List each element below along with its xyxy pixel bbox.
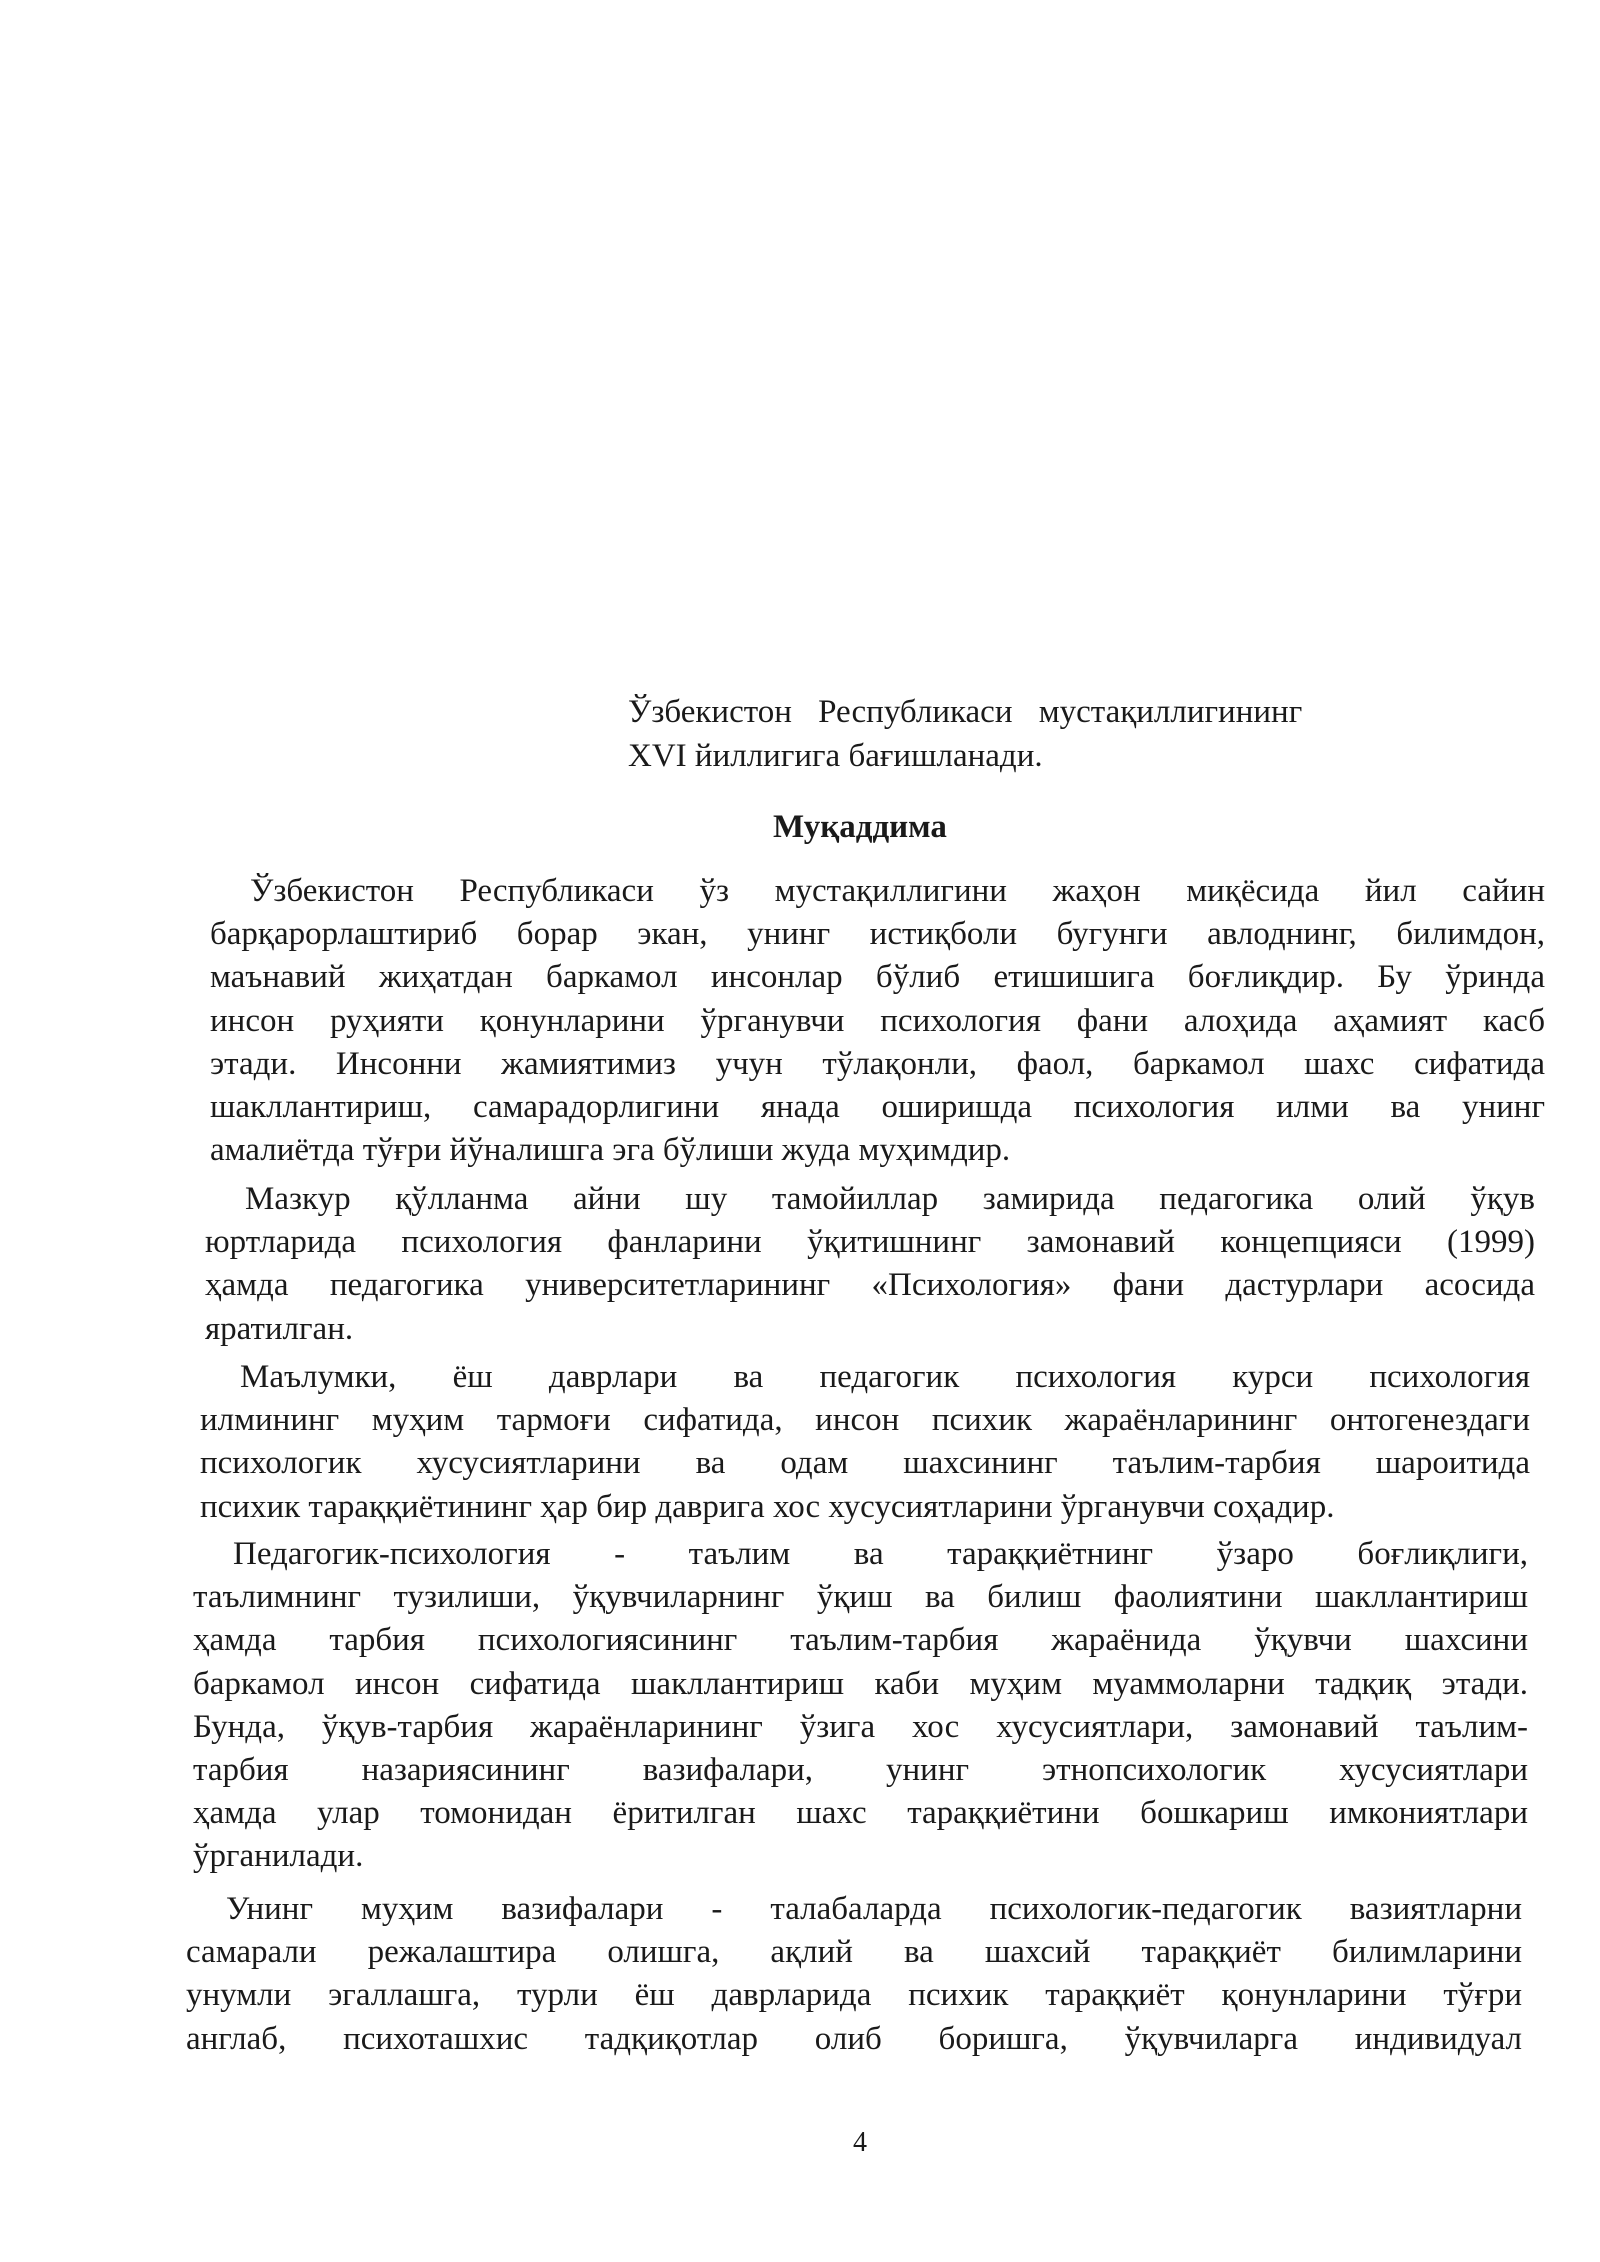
text-line: Бунда, ўқув-тарбия жараёнларининг ўзига хос хусусиятлари, замонавий таълим- <box>193 1708 1528 1745</box>
text-line: ҳамда педагогика университетларининг «Психология» фани дастурлари асосида <box>205 1267 1535 1304</box>
text-line: баркамол инсон сифатида шакллантириш каби муҳим муаммоларни тадқиқ этади. <box>193 1665 1528 1702</box>
section-heading: Муқаддима <box>773 809 947 845</box>
text-line: инсон руҳияти қонунларини ўрганувчи психология фани алоҳида аҳамият касб <box>210 1002 1545 1039</box>
text-line: психологик хусусиятларини ва одам шахсининг таълим-тарбия шароитида <box>200 1445 1530 1482</box>
text-line: ўрганилади. <box>193 1838 364 1875</box>
text-line: илмининг муҳим тармоғи сифатида, инсон психик жараёнларининг онтогенездаги <box>200 1402 1530 1439</box>
text-line: амалиётда тўғри йўналишга эга бўлиши жуда муҳимдир. <box>210 1132 1011 1169</box>
text-line: ҳамда улар томонидан ёритилган шахс тараққиётини бошкариш имкониятлари <box>193 1795 1528 1832</box>
dedication-line: XVI йиллигига бағишланади. <box>628 738 1043 774</box>
text-line: Ўзбекистон Республикаси ўз мустақиллигини жаҳон миқёсида йил сайин <box>250 873 1545 909</box>
text-line: юртларида психология фанларини ўқитишнинг замонавий концепцияси (1999) <box>205 1224 1535 1261</box>
text-line: унумли эгаллашга, турли ёш даврларида психик тараққиёт қонунларини тўғри <box>186 1977 1522 2014</box>
dedication-line: Ўзбекистон Республикаси мустақиллигининг <box>628 694 1303 730</box>
text-line: маънавий жиҳатдан баркамол инсонлар бўлиб етишишига боғлиқдир. Бу ўринда <box>210 959 1545 996</box>
paragraph-3 <box>200 1356 1530 1529</box>
text-line: шакллантириш, самарадорлигини янада оширишда психология илми ва унинг <box>210 1088 1545 1125</box>
paragraph-2 <box>205 1178 1535 1351</box>
text-line: Мазкур қўлланма айни шу тамойиллар замирида педагогика олий ўқув <box>245 1181 1535 1217</box>
text-line: этади. Инсонни жамиятимиз учун тўлақонли, фаол, баркамол шахс сифатида <box>210 1045 1545 1082</box>
text-line: англаб, психоташхис тадқиқотлар олиб боришга, ўқувчиларга индивидуал <box>186 2020 1522 2057</box>
text-line: Педагогик-психология - таълим ва тараққиётнинг ўзаро боғлиқлиги, <box>233 1536 1528 1572</box>
text-line: психик тараққиётининг ҳар бир даврига хос хусусиятларини ўрганувчи соҳадир. <box>200 1488 1335 1525</box>
text-line: таълимнинг тузилиши, ўқувчиларнинг ўқиш ва билиш фаолиятини шакллантириш <box>193 1579 1528 1616</box>
dedication-epigraph <box>628 690 1408 778</box>
text-line: барқарорлаштириб борар экан, унинг истиқболи бугунги авлоднинг, билимдон, <box>210 916 1545 953</box>
page-number: 4 <box>853 2127 867 2158</box>
paragraph-5 <box>186 1888 1522 2061</box>
text-line: Маълумки, ёш даврлари ва педагогик психология курси психология <box>240 1359 1530 1395</box>
text-line: самарали режалаштира олишга, ақлий ва шахсий тараққиёт билимларини <box>186 1934 1522 1971</box>
text-line: ҳамда тарбия психологиясининг таълим-тарбия жараёнида ўқувчи шахсини <box>193 1622 1528 1659</box>
text-line: яратилган. <box>205 1310 354 1347</box>
paragraph-1 <box>210 870 1545 1172</box>
text-line: Унинг муҳим вазифалари - талабаларда психологик-педагогик вазиятларни <box>226 1891 1522 1927</box>
text-line: тарбия назариясининг вазифалари, унинг этнопсихологик хусусиятлари <box>193 1751 1528 1788</box>
paragraph-4 <box>193 1533 1528 1879</box>
